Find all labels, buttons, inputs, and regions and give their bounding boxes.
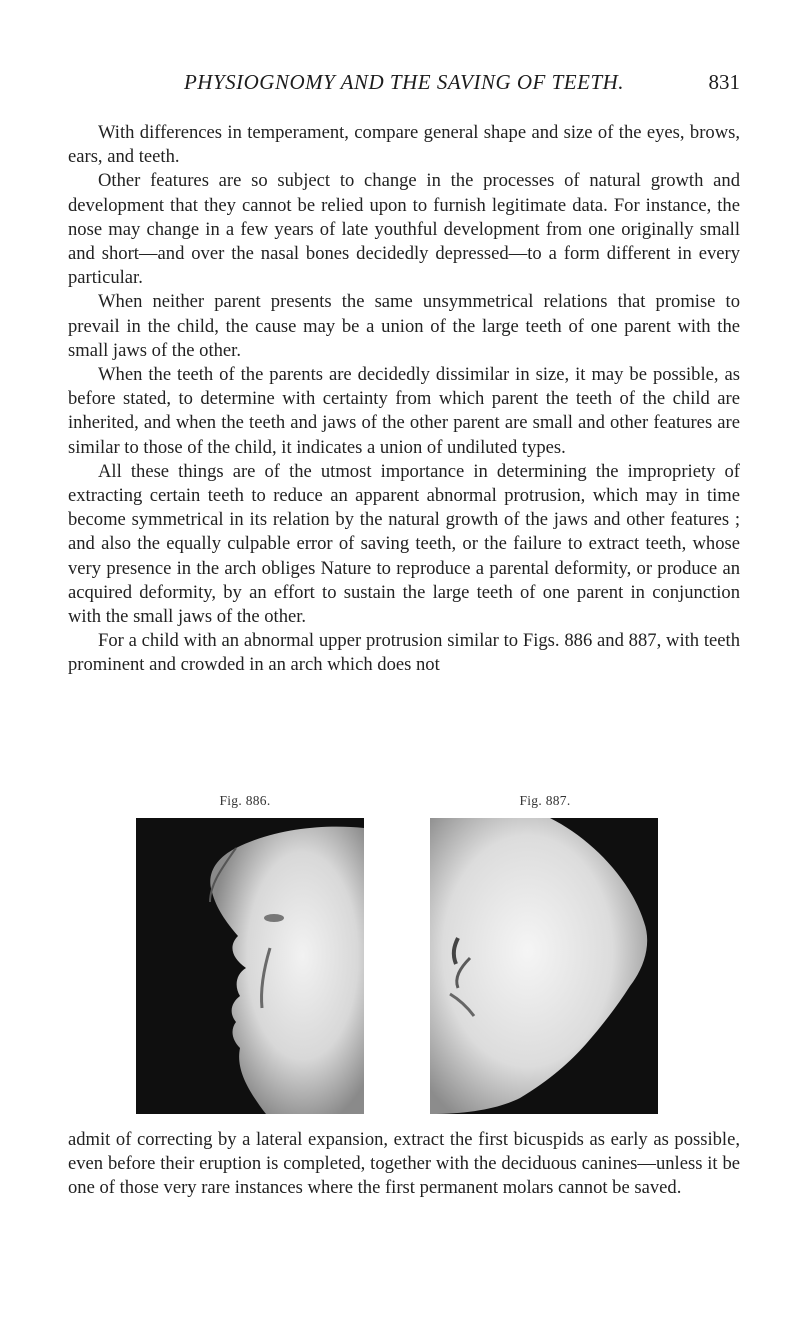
paragraph: For a child with an abnormal upper protrusion similar to Figs. 886 and 887, with teeth prominent and crowded in an arch which does not — [68, 630, 740, 676]
face-profile-image — [136, 818, 364, 1114]
figure-photo-profile-right — [430, 818, 658, 1114]
paragraph: Other features are so subject to change in the processes of natural growth and development that they cannot be relied upon to furnish legitimate data. For instance, the nose may change in a few years of late youthful development from one originally small and short—and over the nasal bones decidedly depressed—to a form different in every particular. — [68, 170, 740, 289]
paragraph: When neither parent presents the same unsymmetrical relations that promise to prevail in the child, the cause may be a union of the large teeth of one parent with the small jaws of the other. — [68, 291, 740, 361]
paragraph: All these things are of the utmost importance in determining the impropriety of extracting certain teeth to reduce an apparent abnormal protrusion, which may in time become symmetrical in its relation by the natural growth of the jaws and other features ; and also the equally culpable error of saving teeth, or the failure to extract teeth, whose very presence in the arch obliges Nature to reproduce a parental deformity, or produce an acquired deformity, by an effort to sustain the large teeth of one parent in conjunction with the small jaws of the other. — [68, 460, 740, 628]
figure-label: Fig. 887. — [519, 793, 571, 808]
figure-photo-profile-left — [136, 818, 364, 1114]
body-text-bottom — [68, 1128, 740, 1201]
page-number: 831 — [708, 70, 740, 94]
body-text-top — [68, 121, 740, 678]
face-profile-image — [430, 818, 658, 1114]
running-title: PHYSIOGNOMY AND THE SAVING OF TEETH. — [183, 70, 625, 94]
figure-label: Fig. 886. — [219, 793, 271, 808]
paragraph: admit of correcting by a lateral expansion, extract the first bicuspids as early as possible, even before their eruption is completed, together with the deciduous canines—unless it be one of those very rare instances where the first permanent molars cannot be saved. — [68, 1129, 740, 1199]
page-header — [68, 70, 740, 110]
paragraph: With differences in temperament, compare general shape and size of the eyes, brows, ears, and teeth. — [68, 122, 740, 168]
paragraph: When the teeth of the parents are decidedly dissimilar in size, it may be possible, as before stated, to determine with certainty from which parent the teeth of the child are inherited, and when the teeth and jaws of the other parent are small and other features are similar to those of the child, it indicates a union of undiluted types. — [68, 364, 740, 458]
